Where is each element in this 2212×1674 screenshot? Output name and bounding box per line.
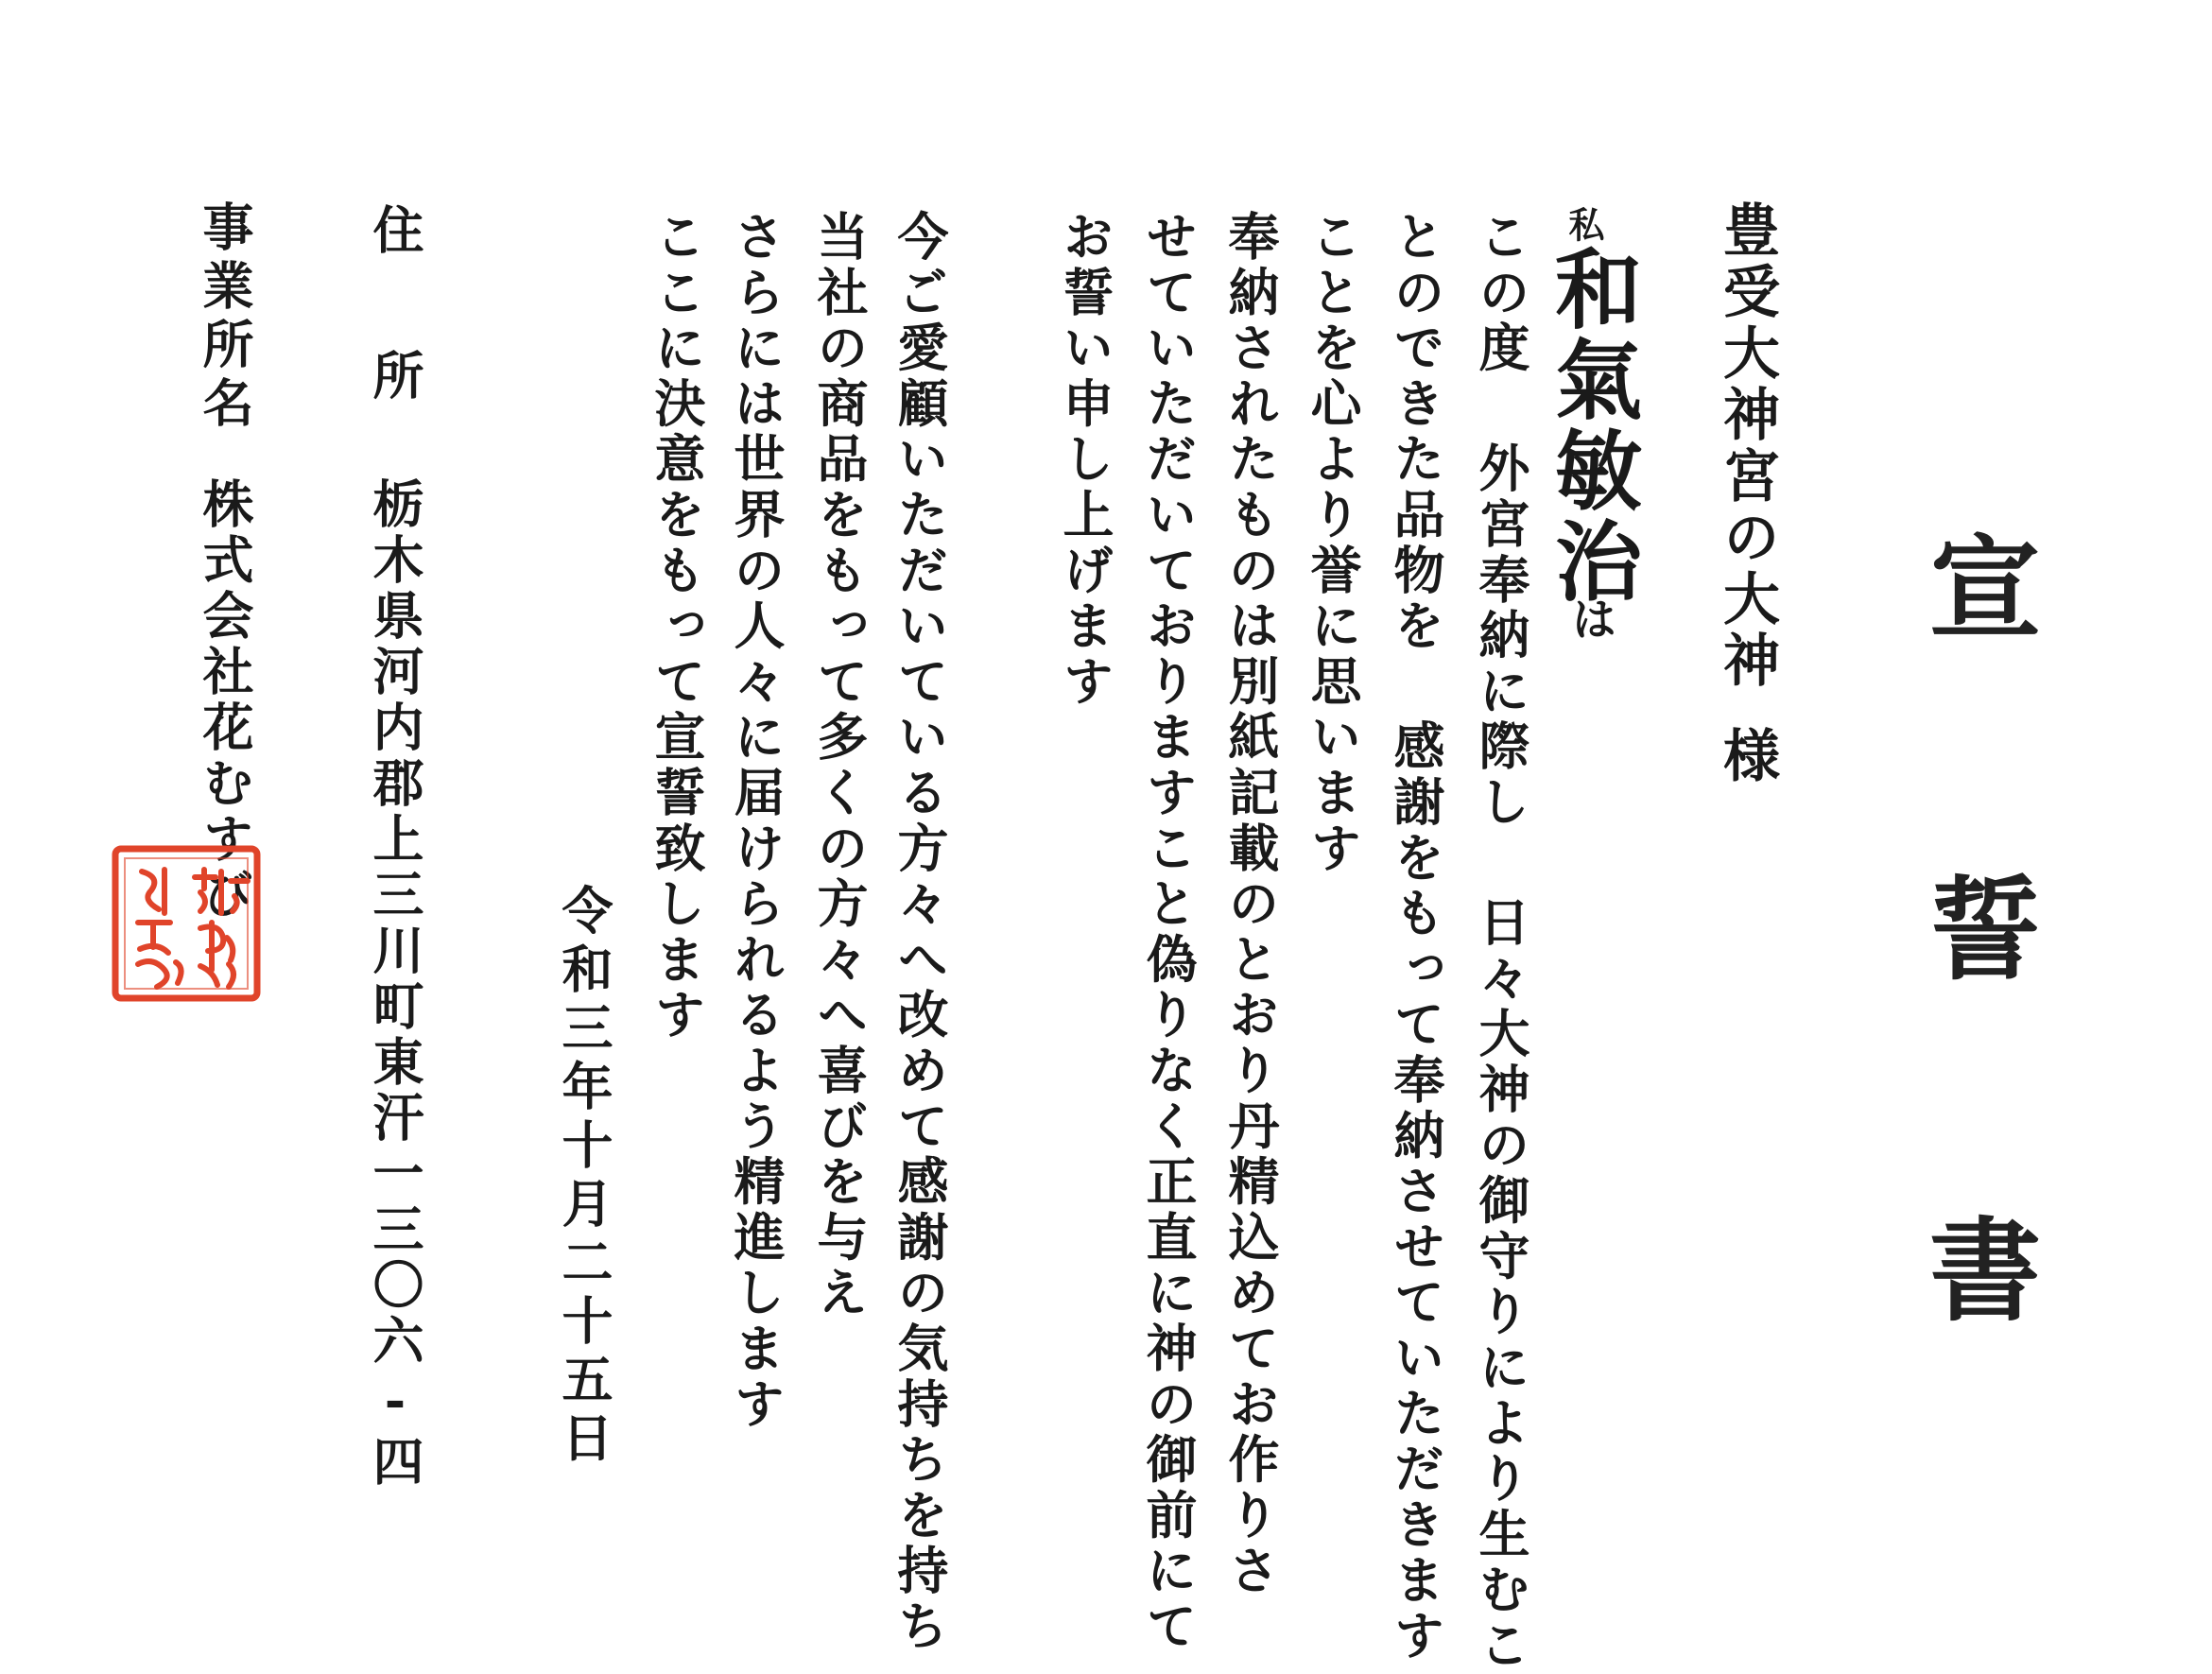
body-line: ここに決意をもって宣誓致します [647, 210, 707, 1044]
body-line: 当社の商品をもって多くの方々へ喜びを与え [809, 210, 870, 1321]
pledger-name: 和氣敏治 [1541, 244, 1643, 607]
body-line: お誓い申し上げます [1055, 210, 1115, 711]
body-line: ことを心より誉に思います [1303, 210, 1363, 877]
address-value: 栃木県河内郡上三川町東汗一三〇六-四 [365, 477, 425, 1491]
body-line: とのできた品物を 感謝をもって奉納させていただきます [1386, 210, 1446, 1665]
pledger-particle: は [1564, 595, 1616, 641]
company-seal [110, 843, 263, 1004]
office-label: 事業所名 [195, 200, 255, 435]
body-line: 今ご愛顧いただいている方々へ改めて感謝の気持ちを持ち [890, 210, 950, 1655]
pledger-prefix: 私 [1563, 206, 1605, 242]
body-line: 奉納されたものは別紙記載のとおり丹精込めてお作りさ [1220, 210, 1281, 1599]
body-line: この度 外宮奉納に際し 日々大神の御守りにより生むこ [1471, 210, 1531, 1674]
pledge-date: 令和三年十月二十五日 [554, 884, 614, 1470]
addressee-deity: 豊受大神宮の大神 [1714, 200, 1780, 692]
body-line: さらには世界の人々に届けられるよう精進します [726, 210, 786, 1433]
addressee-honorific: 様 [1714, 726, 1780, 783]
body-line: せていただいておりますこと偽りなく正直に神の御前にて [1138, 210, 1199, 1655]
document-title: 宣 誓 書 [1910, 529, 2042, 1372]
address-label: 住所 [365, 203, 425, 494]
office-value: 株式会社花むすび [195, 477, 255, 923]
